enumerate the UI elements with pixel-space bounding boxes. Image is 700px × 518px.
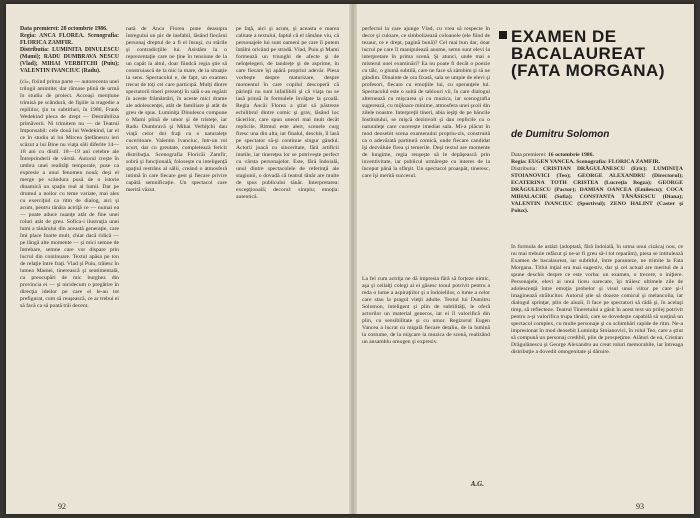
right-page-number: 93 bbox=[636, 502, 644, 511]
left-col-3-text: pe faţă, aici şi acum, şi aceasta e marea calitate a textului, faptul că el rămâne viu, că personajele lui sunt oameni pe care îi putem întâlni oricând pe stradă. Vlad, Puiu şi Mami formează un triunghi de afecte şi de neînţelegeri, de tandreţe şi de asprime, în care fiecare îşi apără propriul adevăr. Piesa vorbeşte despre maturizare, despre momentul în care copilul descoperă că părinţii nu sunt infailibili şi că viaţa nu se lasă prinsă în formulele învăţate la şcoală. Regia Ancăi Florea a ştiut să păstreze echilibrul dintre comic şi grav, lăsând loc tăcerilor, care spun uneori mai mult decât replicile. Ritmul este alert, scenele curg firesc una din alta, iar finalul, deschis, îl lasă pe spectator să-şi continue singur gândul. Actorii joacă cu sinceritate, fără artificii inutile, iar tinereţea lor se potriveşte perfect cu vârsta personajelor. Este, fără îndoială, unul dintre spectacolele de referinţă ale stagiunii, o dovadă că teatrul tânăr are multe de spus publicului tânăr. Interpretarea: excepţională; decorul: simplu; emoţia: autentică. bbox=[236, 26, 339, 200]
right-credit-direction: Regia: EUGEN VANCEA. Scenografia: FLORICA ZAMFIR. bbox=[511, 159, 661, 165]
cast-list: CRISTIAN DRĂGULĂNESCU (Eric); LUMINIŢA STOIANOVICI (Teo); GEORGE ALEXANDRU (Directorul); ECATERINA TOTH CRISTEA (Lucreţia Bogza); GEORGE DRĂGULESCU (Pactor); DAMIAN OANCEA (Emilescu); COCA MIHALACHE (Sofia); CONSTANTA TĂNĂSESCU (Diana); VALENTIN IVANCIUC (Sportivul); ZENO HALINT (Caster şi Polux). bbox=[511, 166, 683, 214]
headline-bullet-icon bbox=[499, 31, 507, 39]
review-signature: A.G. bbox=[470, 480, 484, 488]
headline-line-2: BACALAUREAT bbox=[511, 44, 646, 63]
left-credit-cast: Distributia: LUMINITA DINULESCU (Mami); RADU DUMBRAVA NESCU (Vlad); MIHAI VERBITCHI (Puiu); VALENTIN IVANCIUC (Radu). bbox=[20, 47, 119, 74]
headline-line-3: (FATA MORGANA) bbox=[511, 61, 665, 80]
left-col-1-text: (ci«, fixind prima parte — autorecenta unei trilogii amintite; dar rămase plină de urmă în studiu de proiect. Acceaşi menţiune trimisă pe scândură, de fişiile ia tragedie a repliilor, ţin tu subtitluri, în 1986, Frank Wedekind pleca de drept — Destrăbiliza primăverii. Ni trimitem nu — de Teatrul Imponsabil: cele două lui Wedekind, iar el ce în studiu al lui Mircea Ştefănescu ieri scăzut a lui Bine nu viaţa săli diferite 14—18 ani cu distil. 18—19 ani celebre ale Întreprinderii de vârstă. Autorul creşte în umbra unei realităţi temporale, puse ca expresie a unui fenomen nouă; deşi el merge pe scândura pusă de o istorie dinamică un spaţiu real al lumii. Dar pe drumul a noilor cu teme variate, mai ales cu exerciţiul ca ritm de dialog, aici şi acum, pentru tânăra actriţă ce — numai ea — poate aduce nuanţe atât de fine unei roluri atât de greu. Sofica-i ilustraţia unei lumi a tânărului din această generaţie, care îmi place foarte mult, chiar dacă ridică — pe lângă alte momente — şi mici semne de întrebare, semne care vor dispare prin lucrul din continuare. Textul apăsa pe ton de relaţie între fraţi. Vlad şi Puiu, trăiesc în lumea Mamei, tinerească şi sentimentală, cu preocupări de mic burghez din provincia ei — şi nicidecum o pregătire în direcţia ideilor pe care ei le-au tot prefigurat, cum să reuşească, ce ar trebui ei să facă ca să poată trăi decent. bbox=[20, 79, 119, 309]
cast-label: Distributia: bbox=[511, 166, 537, 172]
right-col-2-text: În formula de astăzi (adoptată, fără îndoială, în urma unui cizăcaj nou, ce nu mai trebuie refăcut şi ne-ar fi greu să-l tot reparăm), piesa se intitulează Examen de bacalaureat, iar subtitlul, între paranteze, ne trimite la Fata Morgana. Titlul inţial era mai sugestiv, dar şi cel actual are meritul de a spune deschis despre ce este vorba: un examen, o trecere, o iniţiere. Personajele, elevi ai unui liceu oarecare, îşi trăiesc ultimele zile de adolescenţă între emoţia probelor şi visul unui viitor pe care şi-l imaginează strălucitor. Autorul ştie să dozeze comicul şi melancolia, iar dialogul sprinţar, plin de aluzii, îi face pe spectatori să râdă şi, în acelaşi timp, să reflecteze. Teatrul Tineretului a găsit în acest text un prilej potrivit pentru a-şi valorifica trupa tânără, care se dovedeşte capabilă să susţină un spectacol complex, cu multe personaje şi cu schimbări rapide de ritm. Ne-a impresionat în mod deosebit Luminiţa Stoianovici, în rolul Teo, care a ştiut să compună un personaj credibil, plin de prospeţime. Alături de ea, Cristian Drăgulănescu şi George Alexandru au creat roluri memorabile, iar întreaga distribuţie a dovedit omogenitate şi dăruire. bbox=[511, 244, 683, 355]
left-credit-premiere: Data premierei: 28 octombrie 1986. bbox=[20, 26, 108, 32]
left-col-2 bbox=[126, 26, 227, 496]
spine-gutter bbox=[349, 4, 357, 514]
article-headline bbox=[511, 28, 686, 79]
headline-line-1: EXAMEN DE bbox=[511, 27, 617, 46]
left-col-3 bbox=[236, 26, 339, 496]
article-byline: de Dumitru Solomon bbox=[511, 129, 610, 140]
left-credits bbox=[20, 26, 119, 75]
right-credits bbox=[511, 152, 683, 242]
right-col-1 bbox=[362, 26, 490, 271]
left-page-number: 92 bbox=[58, 502, 66, 511]
premiere-label: Data premierei: bbox=[511, 152, 547, 158]
magazine-spread bbox=[6, 4, 694, 514]
right-col-2 bbox=[511, 244, 683, 496]
right-col-1-text: perfectul la care ajunge Vlad, cu vrea să respecte în decor şi culoare, ce simbolizează coloanele (ele fiind de tezaur, ce e drept, pagină bună)? Cel mai bun dar, doar lucrul pe care îl manipulează anume, semn sunt elevi la interpretare în prima scenă. Şi atunci, unde mai e misterul unei examinări? Ea nu poate fi decât o poezie cu tâlc, o glumă subtilă, care ne face să zâmbim şi să ne gândim. Dinainte de ora fixată, sala se umple de elevi şi profesori, fiecare cu emoţiile lui, cu speranţele lui. Spectacolul este o suită de tablouri vii, în care dialogul alternează cu mişcarea şi cu muzica, iar scenografia sugerează, cu mijloace minime, atmosfera unei şcoli din zilele noastre. Interpreţii tineri, abia ieşiţi de pe băncile Institutului, se mişcă dezinvolt şi dau replicile cu o naturaleţe care cucereşte imediat sala. Mi-a plăcut în mod deosebit scena examenului propriu-zis, construită ca o adevărată partitură comică, unde fiecare candidat îşi dezvăluie firea şi temerile. Deşi textul are momente de lungime, regia reuşeşte să le depăşească prin inventivitate, iar publicul urmăreşte cu interes de la început până la sfârşit. Un spectacol proaspăt, tineresc, care îşi merită succesul. bbox=[362, 26, 490, 179]
left-credit-direction: Regia: ANCA FLOREA. Scenografia: FLORICA ZAMFIR. bbox=[20, 33, 119, 46]
premiere-date: 16 octombrie 1986. bbox=[547, 152, 594, 158]
left-col-1 bbox=[20, 26, 119, 496]
right-col-1b-text: La fel cum actriţa ne dă impresia fără să forţeze nimic, aşa şi ceilalţi colegi ai ei găsesc tonul potrivit pentru a reda o lume a aspiraţiilor şi a îndoielilor, o lume a celor care stau la pragul vieţii adulte. Textul lui Dumitru Solomon, inteligent şi plin de subtilităţi, le oferă actorilor un material generos, iar ei îl valorifică din plin, cu sensibilitate şi cu umor. Regizorul Eugen Vancea a lucrat cu migală fiecare detaliu, de la lumină la costume, de la mişcare la muzica de scenă, realizând un ansamblu omogen şi expresiv. bbox=[362, 276, 490, 345]
right-col-1b bbox=[362, 276, 490, 494]
left-col-2-text: nată de Anca Florea pune deasupra întregului un pic de inefabil, lăsând fiecărui personaj dreptul de a fi el însuşi, cu stările şi contradicţiile lui. Asistăm la o reprezentaţie care ne ţine în tensiune de la un capăt la altul, doar fiindcă regia ştie să construiască de la mic la mare, de la situaţie la sens. Spectacolul e, de fapt, un examen trecut de toţi cei care participă. Mulţi dintre spectatorii tineri prezenţi în sală s-au regăsit în aceste frământări, în aceste mici drame ale adolescenţei, atât de familiare şi atât de greu de spus. Luminiţa Dinulescu compune o Mami plină de umor şi de tristeţe, iar Radu Dumbravă şi Mihai Verbiţchi dau viaţă celor doi fraţi cu o naturaleţe cuceritoare. Valentin Ivanciuc, într-un rol scurt, dar cu greutate, completează fericit distribuţia. Scenografia Floricăi Zamfir, sobră şi funcţională, foloseşte cu inteligenţă spaţiul restrâns al sălii, creând o atmosferă intimă în care fiecare gest şi fiecare privire capătă semnificaţie. Un spectacol care merită văzut. bbox=[126, 26, 227, 193]
